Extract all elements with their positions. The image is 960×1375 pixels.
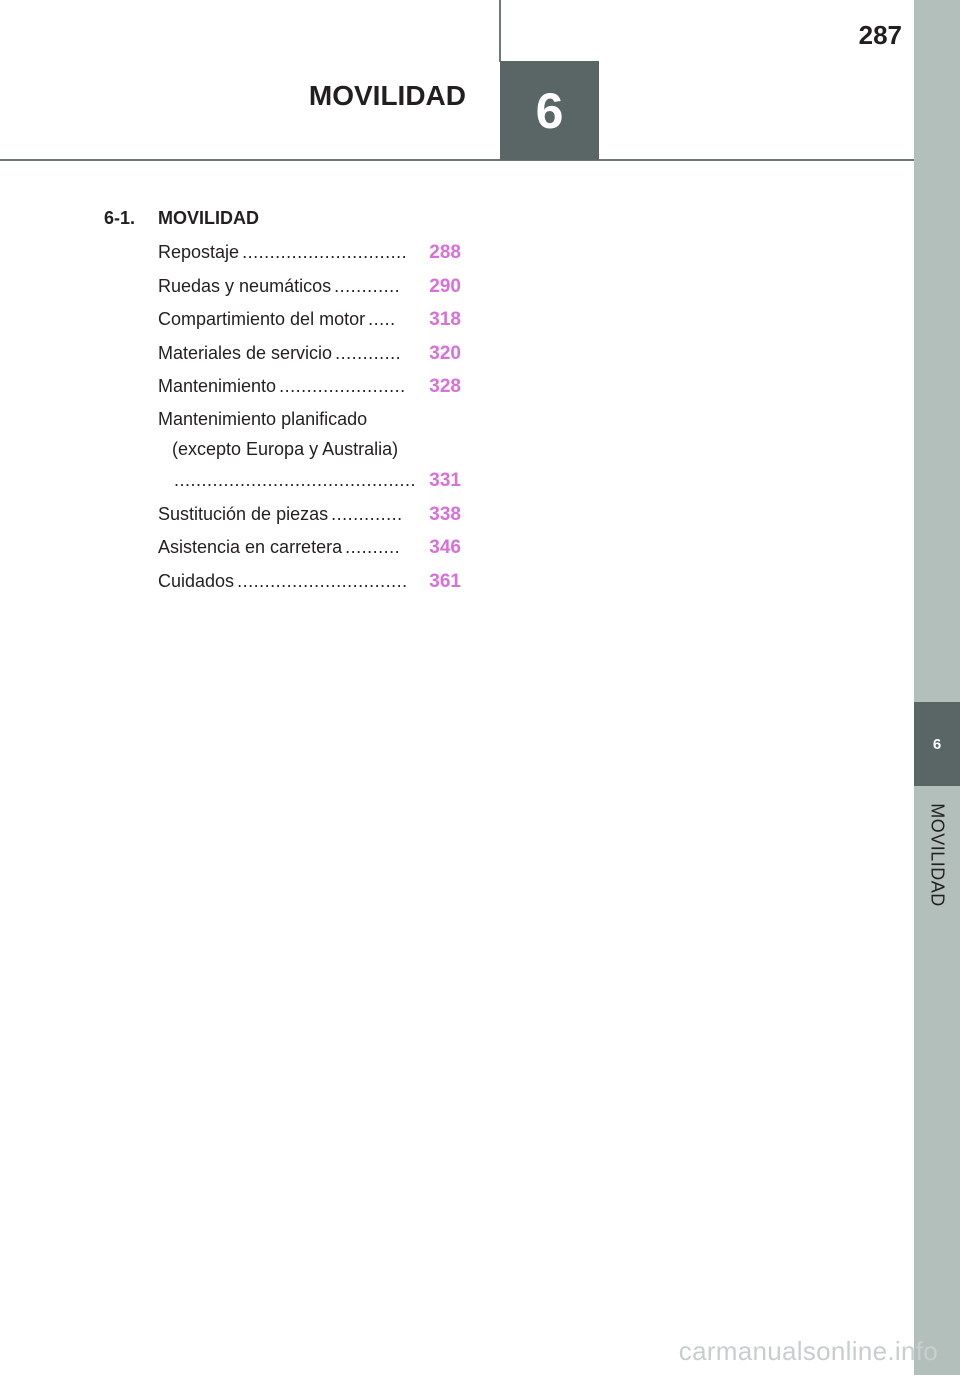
toc-page-link[interactable]: 288 bbox=[429, 242, 461, 263]
side-strip bbox=[914, 0, 960, 1375]
toc-entry[interactable] bbox=[158, 370, 461, 404]
toc-entry-label-line2: (excepto Europa y Australia) bbox=[172, 438, 399, 459]
toc-page-link[interactable]: 320 bbox=[429, 342, 461, 364]
toc-entry[interactable] bbox=[158, 565, 461, 599]
toc-entry-label: Repostaje bbox=[158, 242, 240, 262]
toc-entry[interactable] bbox=[158, 531, 461, 565]
side-chapter-label: MOVILIDAD bbox=[927, 803, 948, 907]
toc-page-link[interactable]: 290 bbox=[429, 275, 461, 297]
toc-leader-dots: ..... bbox=[368, 309, 396, 330]
toc-entry-continuation bbox=[158, 464, 461, 498]
side-chapter-number: 6 bbox=[932, 735, 942, 753]
toc-entry[interactable] bbox=[158, 337, 461, 371]
toc-leader-dots: ............. bbox=[331, 503, 403, 524]
section-title: MOVILIDAD bbox=[158, 208, 259, 228]
toc-leader-dots: .............................. bbox=[242, 242, 408, 262]
toc-entry[interactable] bbox=[158, 270, 461, 304]
toc-entry[interactable] bbox=[158, 498, 461, 532]
toc-leader-dots: ............ bbox=[335, 342, 402, 363]
toc-page-link[interactable]: 318 bbox=[429, 309, 461, 331]
toc-entry-label: Mantenimiento planificado bbox=[158, 408, 368, 429]
toc-entry-continuation bbox=[158, 434, 461, 464]
chapter-number-box bbox=[500, 61, 599, 160]
toc-entry[interactable] bbox=[158, 303, 461, 337]
chapter-number: 6 bbox=[535, 82, 564, 139]
toc-entry-label: Compartimiento del motor bbox=[158, 309, 366, 330]
toc-entry[interactable] bbox=[158, 236, 461, 270]
toc-leader-dots: ............................................ bbox=[174, 469, 417, 490]
toc-entry-multiline[interactable] bbox=[158, 404, 461, 434]
toc-page-link[interactable]: 346 bbox=[429, 537, 461, 559]
header-divider bbox=[0, 159, 914, 161]
toc-entry-label: Cuidados bbox=[158, 570, 235, 591]
toc-leader-dots: ....................... bbox=[279, 376, 406, 397]
toc-page-link[interactable]: 338 bbox=[429, 503, 461, 525]
chapter-title: MOVILIDAD bbox=[308, 80, 466, 111]
toc-page-link[interactable]: 361 bbox=[429, 570, 461, 592]
section-number: 6-1. bbox=[104, 208, 136, 228]
side-chapter-tab[interactable] bbox=[914, 702, 960, 786]
toc-entry-label: Ruedas y neumáticos bbox=[158, 275, 332, 296]
toc-leader-dots: ............ bbox=[334, 275, 401, 296]
toc-leader-dots: ............................... bbox=[237, 570, 408, 591]
toc-entry-label: Asistencia en carretera bbox=[158, 537, 343, 558]
toc-entry-label: Materiales de servicio bbox=[158, 342, 333, 363]
toc-entry-label: Sustitución de piezas bbox=[158, 503, 329, 524]
toc-leader-dots: .......... bbox=[345, 537, 401, 558]
toc-page-link[interactable]: 328 bbox=[429, 376, 461, 398]
table-of-contents bbox=[158, 236, 461, 598]
section-heading bbox=[104, 208, 259, 229]
toc-entry-label: Mantenimiento bbox=[158, 376, 277, 397]
page-number: 287 bbox=[858, 20, 902, 50]
watermark: carmanualsonline.info bbox=[678, 1336, 938, 1366]
header-divider-vertical bbox=[499, 0, 501, 62]
toc-page-link[interactable]: 331 bbox=[429, 469, 461, 491]
